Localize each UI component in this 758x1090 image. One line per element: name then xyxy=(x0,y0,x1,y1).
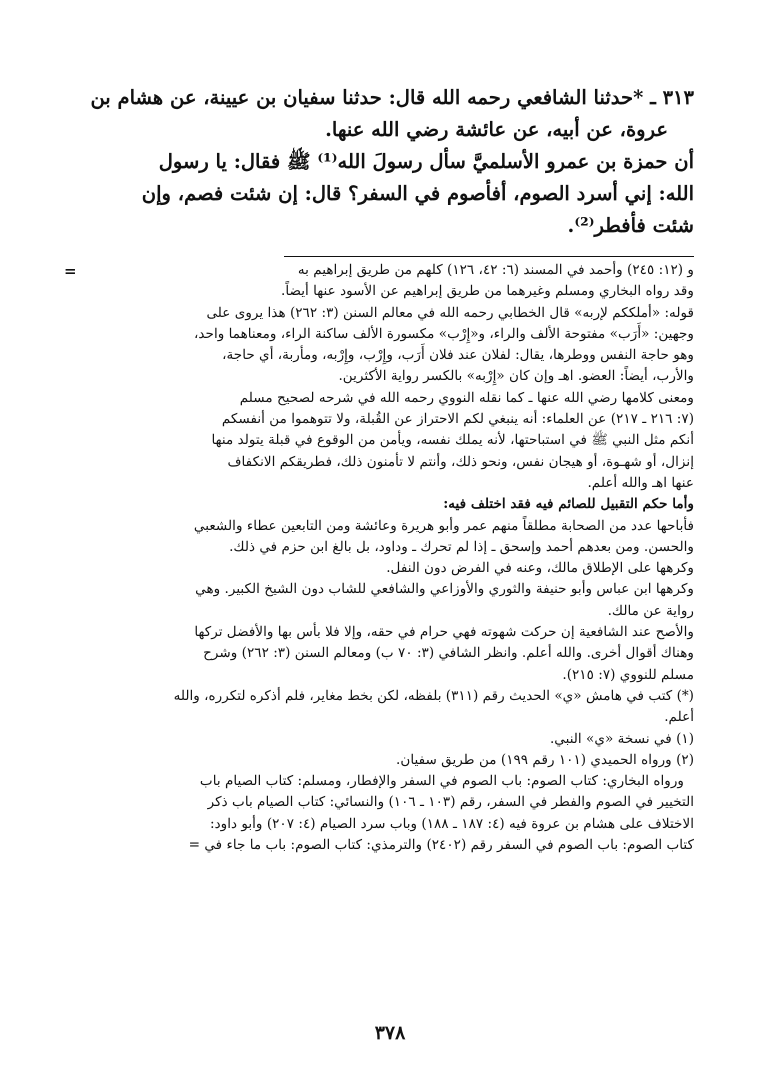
footnote-line: وكرهها ابن عباس وأبو حنيفة والثوري والأوزاعي والشافعي للشاب دون الشيخ الكبير. وهي xyxy=(195,581,694,598)
footnote-line: وهناك أقوال أخرى. والله أعلم. وانظر الشافي (٣: ٧٠ ب) ومعالم السنن (٣: ٢٦٢) وشرح xyxy=(203,645,694,662)
hadith-text xyxy=(86,82,694,242)
footnote-line: وقد رواه البخاري ومسلم وغيرهما من طريق إبراهيم عن الأسود عنها أيضاً. xyxy=(281,283,694,300)
footnote-line: إنزال، أو شهـوة، أو هيجان نفس، ونحو ذلك، وأنتم لا تأمنون ذلك، فطريقكم الانكفاف xyxy=(227,453,694,470)
footnotes xyxy=(86,260,694,856)
footnote-line: والحسن. ومن بعدهم أحمد وإسحق ـ إذا لم تحرك ـ وداود، بل بالغ ابن حزم في ذلك. xyxy=(229,538,694,555)
footnote-line: (٧: ٢١٦ ـ ٢١٧) عن العلماء: أنه ينبغي لكم الاحتراز عن القُبلة، ولا تتوهموا من أنفسكم xyxy=(221,411,694,428)
footnote-line: و (١٢: ٢٤٥) وأحمد في المسند (٦: ٤٢، ١٢٦) كلهم من طريق إبراهيم به xyxy=(297,262,694,278)
footnote-line: قوله: «أملككم لإربه» قال الخطابي رحمه الله في معالم السنن (٣: ٢٦٢) هذا يروى على xyxy=(206,304,694,321)
hadith-line: أن حمزة بن عمرو الأسلميَّ سأل رسولَ الله⁽¹⁾ ﷺ فقال: يا رسول xyxy=(158,150,694,173)
hadith-line: ٣١٣ ـ *حدثنا الشافعي رحمه الله قال: حدثنا سفيان بن عيينة، عن هشام بن xyxy=(90,86,694,109)
footnote-line: والأرب، أيضاً: العضو. اهـ وإن كان «إِرْبه» بالكسر رواية الأكثرين. xyxy=(338,368,694,385)
footnote-line: التخيير في الصوم والفطر في السفر، رقم (١٠٣ ـ ١٠٦) والنسائي: كتاب الصيام باب ذكر xyxy=(207,794,694,811)
hadith-line: الله: إني أسرد الصوم، أفأصوم في السفر؟ قال: إن شئت فصم، وإن xyxy=(141,182,694,205)
footnote-line: كتاب الصوم: باب الصوم في السفر رقم (٢٤٠٢) والترمذي: كتاب الصوم: باب ما جاء في = xyxy=(188,837,694,854)
footnote-line: وكرهها على الإطلاق مالك، وعنه في الفرض دون النفل. xyxy=(386,560,694,577)
footnote-line: الاختلاف على هشام بن عروة فيه (٤: ١٨٧ ـ ١٨٨) وباب سرد الصيام (٤: ٢٠٧) وأبو داود: xyxy=(210,815,694,832)
footnote-line: رواية عن مالك. xyxy=(607,602,694,619)
page-number: ٣٧٨ xyxy=(374,1022,406,1044)
footnote-line: وجهين: «أَرَب» مفتوحة الألف والراء، و«إِرْب» مكسورة الألف ساكنة الراء، ومعناهما واحد، xyxy=(194,325,694,342)
footnote-line: ومعنى كلامها رضي الله عنها ـ كما نقله النووي رحمه الله في شرحه لصحيح مسلم xyxy=(239,389,694,406)
page-content xyxy=(86,82,694,1044)
hadith-line: شئت فأفطر⁽²⁾. xyxy=(567,214,694,237)
footnote-line: أعلم. xyxy=(664,709,694,726)
footnote-line: (١) في نسخة «ي» النبي. xyxy=(549,730,694,747)
continuation-marker: = xyxy=(64,262,77,280)
footnote-line: وهو حاجة النفس ووطرها، يقال: لفلان عند فلان أَرَب، وإِرْب، وإِرْبه، ومأربة، أي حاجة، xyxy=(222,347,694,364)
footnote-line: عنها اهـ والله أعلم. xyxy=(587,474,694,491)
footnote-line: أنكم مثل النبي ﷺ في استباحتها، لأنه يملك نفسه، ويأمن من الوقوع في قبلة يتولد منها xyxy=(211,432,694,449)
footnote-line: ورواه البخاري: كتاب الصوم: باب الصوم في السفر والإفطار، ومسلم: كتاب الصيام باب xyxy=(199,773,684,790)
footnote-line: والأصح عند الشافعية إن حركت شهوته فهي حرام في حقه، وإلا فلا بأس بها والأفضل تركها xyxy=(194,624,694,641)
footnote-line: (٢) ورواه الحميدي (١٠١ رقم ١٩٩) من طريق سفيان. xyxy=(396,751,694,768)
footnote-separator xyxy=(284,256,694,257)
footnote-line: (*) كتب في هامش «ي» الحديث رقم (٣١١) بلفظه، لكن بخط مغاير، فلم أذكره لتكرره، والله xyxy=(173,687,694,704)
footnote-line: فأباحها عدد من الصحابة مطلقاً منهم عمر وأبو هريرة وعائشة ومن التابعين عطاء والشعبي xyxy=(193,517,694,534)
hadith-line: عروة، عن أبيه، عن عائشة رضي الله عنها. xyxy=(325,118,668,141)
footnote-line: مسلم للنووي (٧: ٢١٥). xyxy=(562,666,694,683)
footnote-heading: وأما حكم التقبيل للصائم فيه فقد اختلف فيه: xyxy=(443,496,694,513)
